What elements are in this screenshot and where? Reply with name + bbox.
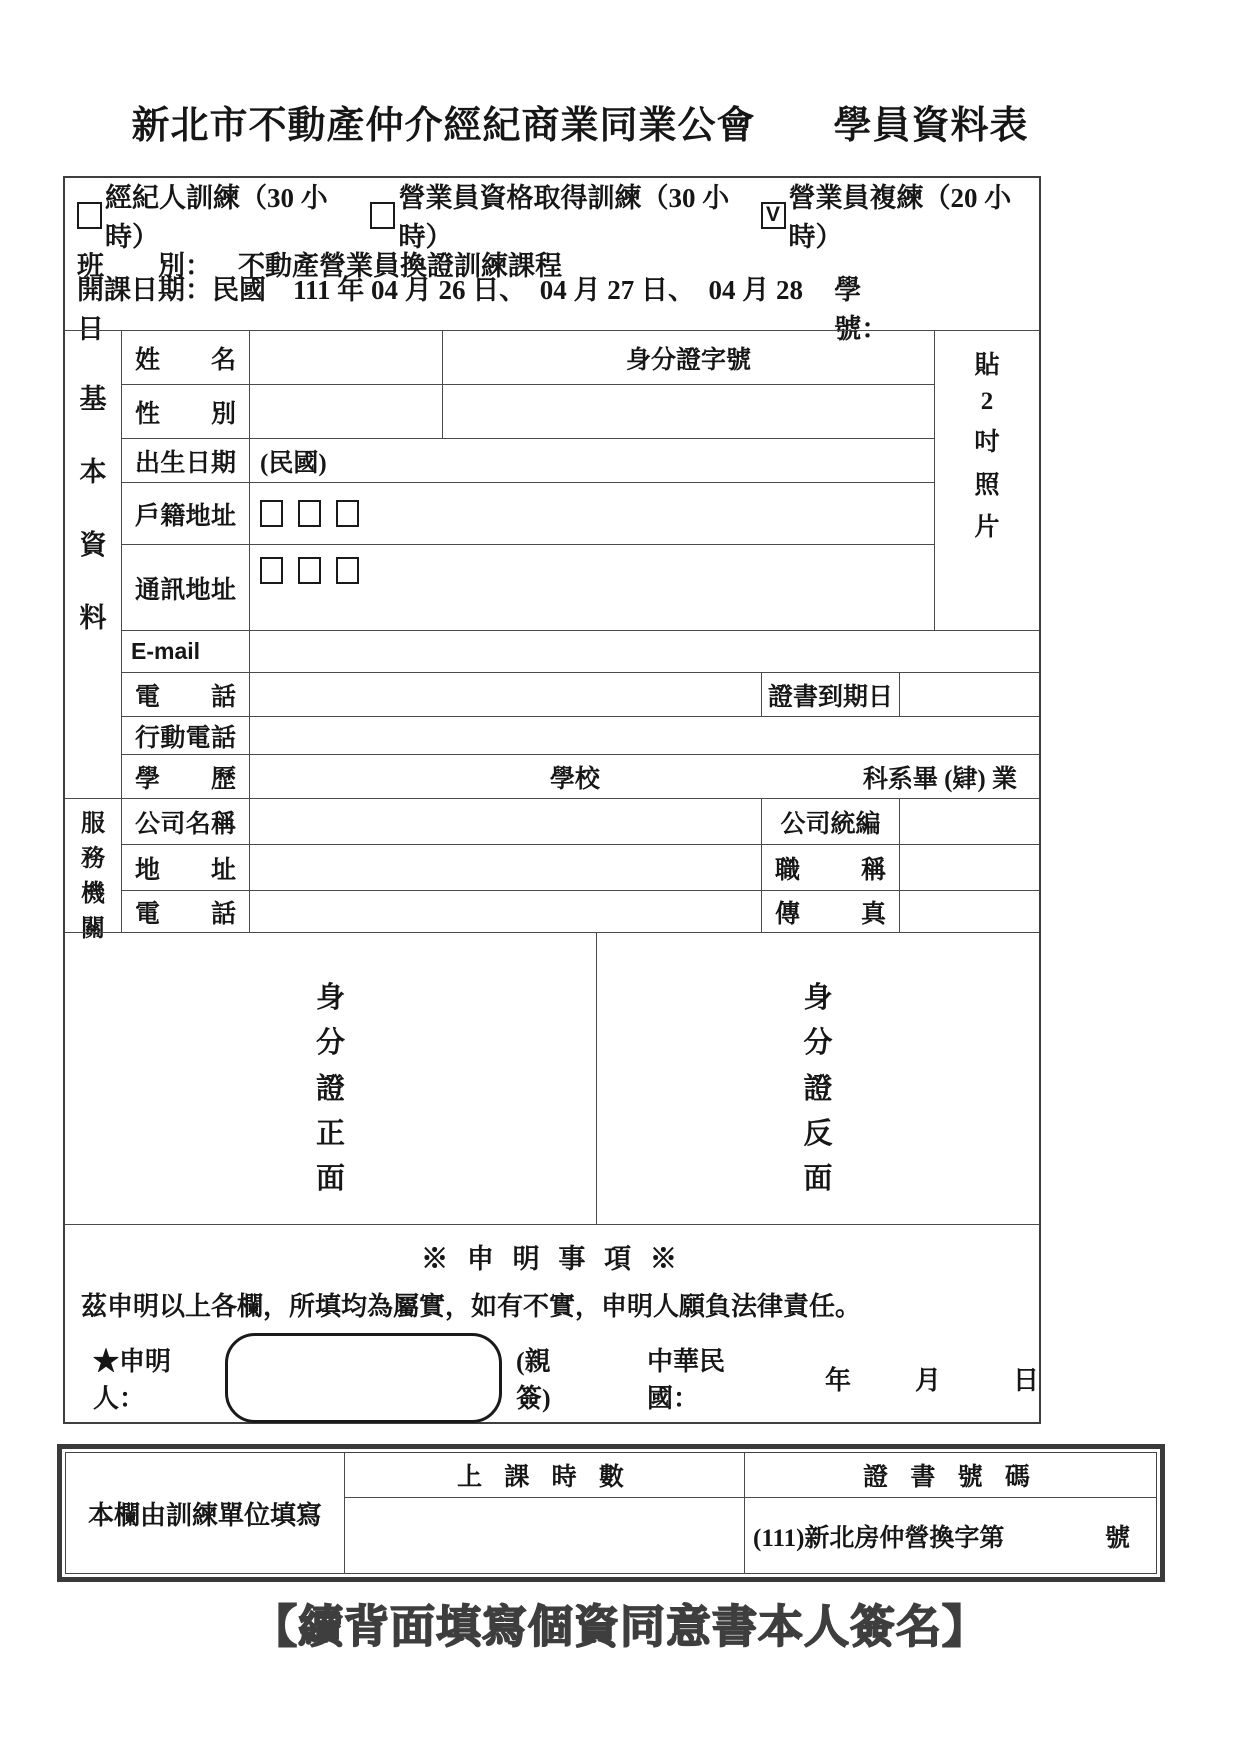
employer-section-header [65, 798, 121, 942]
id-card-front-cell[interactable] [65, 932, 596, 1224]
footer-banner: 【續背面填寫個資同意書本人簽名】 [251, 1601, 988, 1652]
mailing-postal-code-boxes[interactable] [250, 545, 934, 584]
postal-code-box[interactable] [260, 500, 283, 527]
employer-vertical-text: 服 務 機 關 [81, 811, 105, 942]
household-postal-code-boxes[interactable] [250, 483, 934, 544]
class-hours-value-cell[interactable] [344, 1497, 744, 1573]
month-label: 月 [914, 1365, 941, 1395]
student-number-label: 學號： [834, 275, 889, 344]
postal-code-box[interactable] [298, 500, 321, 527]
mailing-address-value-cell[interactable] [249, 544, 934, 630]
checkbox-salesperson-qualification[interactable] [370, 202, 395, 229]
certificate-number-suffix: 號 [1104, 1524, 1130, 1552]
course-option-salesperson-retraining[interactable] [761, 176, 1033, 254]
fax-value-cell[interactable] [899, 890, 1039, 932]
mobile-phone-value-cell[interactable] [249, 716, 1039, 754]
email-value-cell[interactable] [249, 630, 1039, 672]
student-info-table [65, 330, 1039, 1422]
photo-paste-cell [934, 330, 1039, 630]
department-graduation-label: 科系畢 (肄) 業 [862, 765, 1017, 793]
class-value: 不動產營業員換證訓練課程 [238, 250, 562, 281]
declaration-heading: ※ 申 明 事 項 ※ [421, 1244, 683, 1274]
year-label: 年 [824, 1365, 851, 1395]
course-date-row [65, 275, 1039, 344]
course-option-label: 營業員複練（20 小時） [788, 183, 1012, 252]
household-address-value-cell[interactable] [249, 482, 934, 544]
office-use-table [57, 1444, 1165, 1582]
id-card-back-vertical-text: 身 分 證 反 面 [803, 982, 833, 1195]
education-value-cell[interactable] [249, 754, 1039, 798]
office-use-table-inner [65, 1452, 1157, 1574]
company-name-label: 公司名稱 [121, 798, 249, 844]
company-tax-id-label: 公司統編 [761, 798, 899, 844]
company-address-label: 地 址 [121, 844, 249, 890]
company-phone-label: 電 話 [121, 890, 249, 932]
birth-date-label: 出生日期 [121, 438, 249, 482]
day-label: 日 [1012, 1365, 1039, 1395]
certificate-number-value-cell[interactable] [744, 1497, 1156, 1573]
declaration-section [65, 1224, 1039, 1422]
gender-value-cell[interactable] [249, 384, 442, 438]
education-label: 學 歷 [121, 754, 249, 798]
mobile-phone-label: 行動電話 [121, 716, 249, 754]
photo-note-vertical-text: 貼 2 吋 照 片 [974, 352, 1000, 541]
postal-code-box[interactable] [298, 557, 321, 584]
mailing-address-label: 通訊地址 [121, 544, 249, 630]
checkbox-salesperson-retraining-checked[interactable]: V [761, 202, 786, 229]
certificate-number-prefix: (111)新北房仲營換字第 [753, 1524, 1005, 1552]
postal-code-box[interactable] [336, 500, 359, 527]
basic-info-section-header [65, 330, 121, 798]
school-label: 學校 [549, 765, 600, 793]
cert-expiry-value-cell[interactable] [899, 672, 1039, 716]
email-label: E-mail [121, 630, 249, 672]
declaration-body: 茲申明以上各欄，所填均為屬實，如有不實，申明人願負法律責任。 [81, 1292, 862, 1321]
declarant-row [65, 1333, 1039, 1423]
company-phone-value-cell[interactable] [249, 890, 761, 932]
id-card-front-vertical-text: 身 分 證 正 面 [315, 982, 345, 1195]
job-title-label: 職 稱 [761, 844, 899, 890]
id-number-header: 身分證字號 [442, 330, 934, 384]
company-address-value-cell[interactable] [249, 844, 761, 890]
postal-code-box[interactable] [336, 557, 359, 584]
certificate-number-header: 證 書 號 碼 [744, 1453, 1156, 1497]
phone-value-cell[interactable] [249, 672, 761, 716]
checkbox-broker-training[interactable] [77, 202, 102, 229]
fax-label: 傳 真 [761, 890, 899, 932]
declarant-label: ★申明人： [93, 1347, 172, 1413]
name-label: 姓 名 [121, 330, 249, 384]
signature-box[interactable] [225, 1333, 502, 1423]
phone-label: 電 話 [121, 672, 249, 716]
course-option-salesperson-qualification[interactable] [370, 176, 739, 254]
class-label: 班 別： [77, 250, 212, 281]
id-number-value-cell[interactable] [442, 384, 934, 438]
page-title: 新北市不動產仲介經紀商業同業公會 學員資料表 [131, 105, 1029, 147]
birth-date-value-cell[interactable]: (民國) [249, 438, 934, 482]
course-option-label: 經紀人訓練（30 小時） [105, 183, 328, 252]
class-hours-header: 上 課 時 數 [344, 1453, 744, 1497]
company-name-value-cell[interactable] [249, 798, 761, 844]
form-main-box [63, 176, 1041, 1424]
personal-signature-note: (親簽) [515, 1347, 551, 1413]
cert-expiry-label: 證書到期日 [761, 672, 899, 716]
job-title-value-cell[interactable] [899, 844, 1039, 890]
id-card-back-cell[interactable] [596, 932, 1039, 1224]
name-value-cell[interactable] [249, 330, 442, 384]
course-type-row [65, 183, 1039, 252]
basic-info-vertical-text: 基 本 資 料 [79, 384, 107, 633]
company-tax-id-value-cell[interactable] [899, 798, 1039, 844]
course-option-broker[interactable] [77, 176, 349, 254]
filled-by-training-unit-label: 本欄由訓練單位填寫 [87, 1500, 322, 1530]
gender-label: 性 別 [121, 384, 249, 438]
form-header-area [65, 178, 1039, 344]
course-option-label: 營業員資格取得訓練（30 小時） [398, 183, 730, 252]
course-date-text: 開課日期：民國 111 年 04 月 26 日、 04 月 27 日、 04 月 28 日 [77, 275, 804, 344]
roc-date-prefix: 中華民國： [647, 1347, 726, 1413]
postal-code-box[interactable] [260, 557, 283, 584]
household-address-label: 戶籍地址 [121, 482, 249, 544]
